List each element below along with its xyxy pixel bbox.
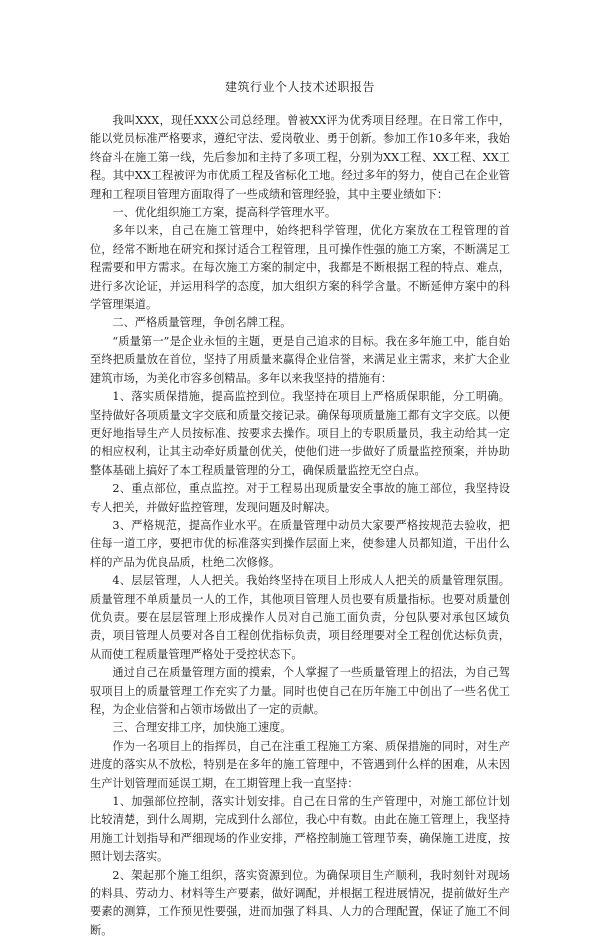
paragraph-intro: 我叫XXX，现任XXX公司总经理。曾被XX评为优秀项目经理。在日常工作中，能以党员标准严格要求，遵纪守法、爱岗敬业、勇于创新。参加工作10多年来，我始终奋斗在施工第一线，先后参加和主持了多项工程，分别为XX工程、XX工程、XX工程。其中XX工程被评为市优质工程及省标化工地。经过多年的努力，使自己在企业管理和工程项目管理方面取得了一些成绩和管理经验，其中主要业绩如下： (90, 114, 510, 201)
section-heading-2: 二、严格质量管理，争创名牌工程。 (112, 316, 292, 330)
paragraph: 多年以来，自己在施工管理中，始终把科学管理，优化方案放在工程管理的首位，经常不断地在研究和探讨适合工程管理，且可操作性强的施工方案，不断满足工程需要和甲方需求。在每次施工方案的制定中，我都是不断根据工程的特点、难点，进行多次论证，并运用科学的态度，加大组织方案的科学含量。不断延伸方案中的科学管理渠道。 (90, 224, 510, 312)
section-heading-1: 一、优化组织施工方案，提高科学管理水平。 (112, 206, 337, 220)
list-item: 2、架起那个施工组织，落实资源到位。为确保项目生产顺利，我时刻针对现场的料具、劳动力、材料等生产要素，做好调配，并根据工程进展情况，提前做好生产要素的测算，工作预见性要强，进而加强了料具、人力的合理配置，保证了施工不间断。 (90, 868, 510, 937)
list-item: 2、重点部位，重点监控。对于工程易出现质量安全事故的施工部位，我坚持设专人把关，并做好监控管理，发现问题及时解决。 (90, 482, 510, 514)
document-body (90, 112, 510, 940)
list-item: 1、落实质保措施，提高监控到位。我坚持在项目上严格质保职能，分工明确。坚持做好各项质量文字交底和质量交接记录。确保每项质量施工都有文字交底。以便更好地指导生产人员按标准、按要求去操作。项目上的专职质量员，我主动给其一定的相应权利，让其主动牵好质量创优关，使他们进一步做好了质量监控预案，并协助整体基础上搞好了本工程质量管理的分工，确保质量监控无空白点。 (90, 390, 510, 477)
list-item: 4、层层管理，人人把关。我始终坚持在项目上形成人人把关的质量管理氛围。质量管理不单质量员一人的工作，其他项目管理人员也要有质量指标。也要对质量创优负责。要在层层管理上形成操作人员对自己施工面负责，分包队要对承包区域负责，项目管理人员要对各自工程创优指标负责，项目经理要对全工程创优达标负责，从而使工程质量管理严格处于受控状态下。 (90, 574, 510, 661)
document-title: 建筑行业个人技术述职报告 (224, 80, 375, 94)
paragraph: 作为一名项目上的指挥员，自己在注重工程施工方案、质保措施的同时，对生产进度的落实从不放松，特别是在多年的施工管理中，不管遇到什么样的困难，从未因生产计划管理而延误工期，在工期管理上我一直坚持： (90, 739, 510, 790)
list-item: 3、严格规范，提高作业水平。在质量管理中动员大家要严格按规范去验收，把住每一道工序，要把市优的标准落实到操作层面上来，使参建人员都知道，干出什么样的产品为优良品质，杜绝二次修修。 (90, 518, 510, 569)
section-heading-3: 三、合理安排工序，加快施工速度。 (112, 721, 292, 735)
paragraph: “质量第一”是企业永恒的主题，更是自己追求的目标。我在多年施工中，能自始至终把质量放在首位，坚持了用质量来赢得企业信誉，来满足业主需求，来扩大企业建筑市场，为美化市容多创精品。多年以来我坚持的措施有： (90, 334, 510, 385)
paragraph: 通过自己在质量管理方面的摸索，个人掌握了一些质量管理上的招法，为自己驾驭项目上的质量管理工作充实了力量。同时也使自己在历年施工中创出了一些名优工程，为企业信誉和占领市场做出了一定的贡献。 (90, 666, 510, 716)
list-item: 1、加强部位控制，落实计划安排。自己在日常的生产管理中，对施工部位计划比较清楚，到什么周期，完成到什么部位，我心中有数。由此在施工管理上，我坚持用施工计划指导和严细现场的作业安排，严格控制施工管理节奏，确保施工进度，按照计划去落实。 (90, 795, 510, 864)
